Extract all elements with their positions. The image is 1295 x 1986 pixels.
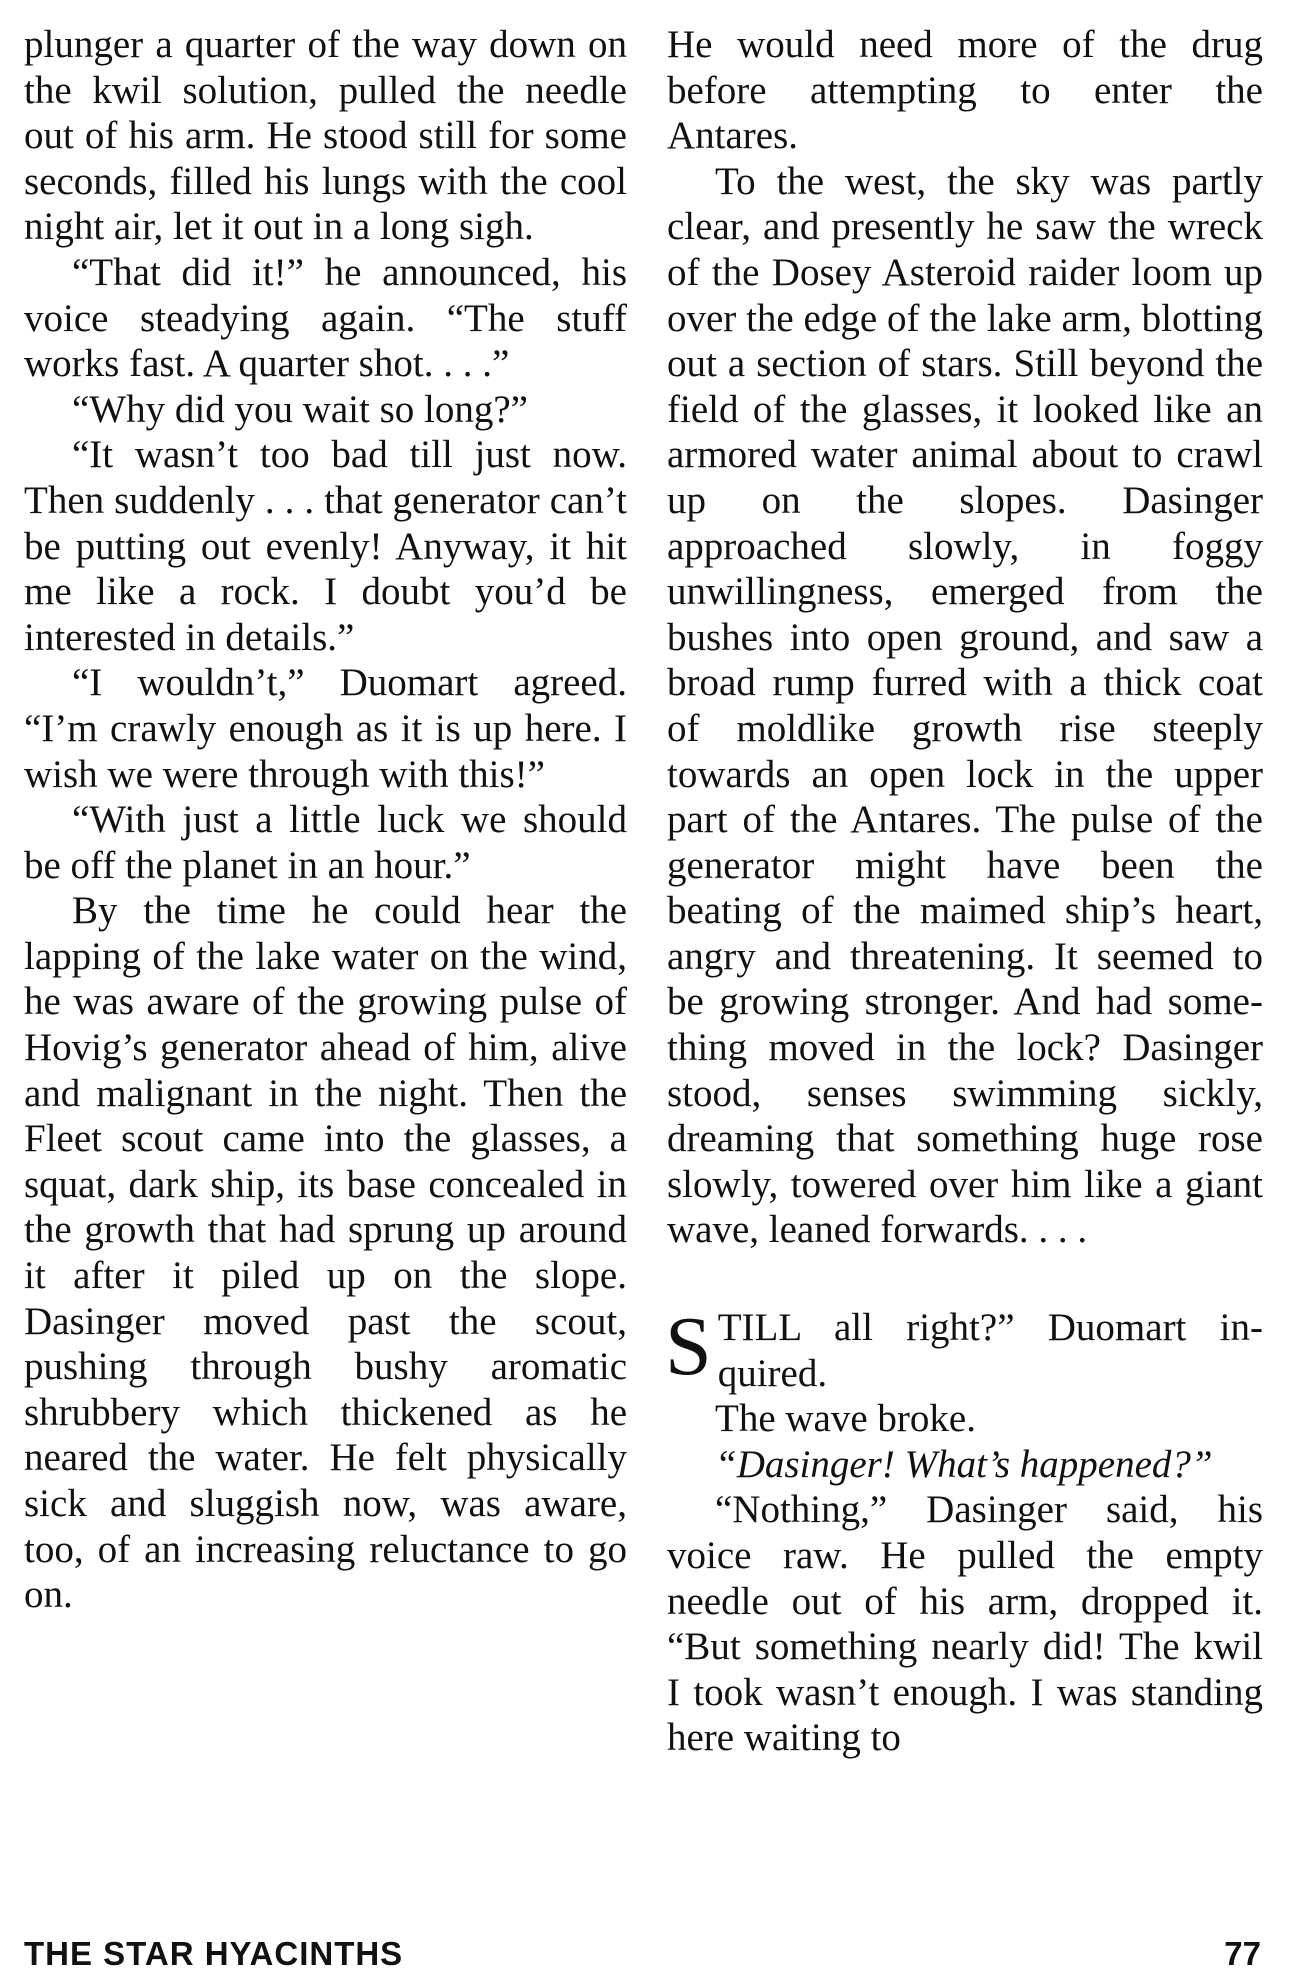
paragraph: He would need more of the drug before attempting to enter the Antares. (667, 23, 1263, 158)
paragraph: “Nothing,” Dasinger said, his voice raw. He pulled the empty needle out of his arm, dropped it. “But something nearly did! The kwil I took wasn’t enough. I was standing here waiting to (667, 1488, 1263, 1760)
right-column (667, 22, 1263, 1761)
paragraph: “It wasn’t too bad till just now. Then suddenly . . . that generator can’t be putting out evenly! Anyway, it hit me like a rock. I doubt you’d be interested in details.” (24, 433, 627, 659)
paragraph: “Why did you wait so long?” (72, 387, 528, 431)
paragraph (667, 1442, 1263, 1488)
left-column (24, 22, 627, 1618)
italic-dialogue: “Dasinger! What’s happened?” (715, 1442, 1213, 1486)
drop-cap: S (665, 1300, 712, 1394)
paragraph: “I wouldn’t,” Duomart agreed. “I’m crawly enough as it is up here. I wish we were through with this!” (24, 661, 627, 796)
section-break-space (667, 1253, 1263, 1305)
section-opening-text: TILL all right?” Duomart inquired. (717, 1306, 1263, 1395)
paragraph: To the west, the sky was partly clear, and presently he saw the wreck of the Dosey Asteroid raider loom up over the edge of the lake arm, blotting out a section of stars. Still beyond the field of the glasses, it looked like an armored water animal about to crawl up on the slopes. Dasinger approached slowly, in foggy unwillingness, emerged from the bushes into open ground, and saw a broad rump furred with a thick coat of moldlike growth rise steeply towards an open lock in the upper part of the Antares. The pulse of the generator might have been the beating of the maimed ship’s heart, angry and threatening. It seemed to be growing stronger. And had something moved in the lock? Dasinger stood, senses swimming sickly, dreaming that something huge rose slowly, towered over him like a giant wave, leaned forwards. . . . (667, 159, 1263, 1252)
paragraph: “That did it!” he announced, his voice steadying again. “The stuff works fast. A quarter shot. . . .” (24, 250, 627, 386)
paragraph: The wave broke. (715, 1397, 976, 1441)
paragraph: By the time he could hear the lapping of the lake water on the wind, he was aware of the growing pulse of Hovig’s generator ahead of him, alive and malignant in the night. Then the Fleet scout came into the glasses, a squat, dark ship, its base concealed in the growth that had sprung up around it after it piled up on the slope. Dasinger moved past the scout, pushing through bushy aromatic shrubbery which thickened as he neared the water. He felt physically sick and sluggish now, was aware, too, of an increasing reluctance to go on. (24, 889, 627, 1617)
paragraph: “With just a little luck we should be off the planet in an hour.” (24, 798, 627, 887)
section-opening-paragraph (665, 1300, 1263, 1396)
paragraph: plunger a quarter of the way down on the kwil solution, pulled the needle out of his arm. He stood still for some seconds, filled his lungs with the cool night air, let it out in a long sigh. (24, 23, 627, 249)
page-number: 77 (1224, 1935, 1261, 1972)
running-footer-title: THE STAR HYACINTHS (24, 1935, 404, 1972)
